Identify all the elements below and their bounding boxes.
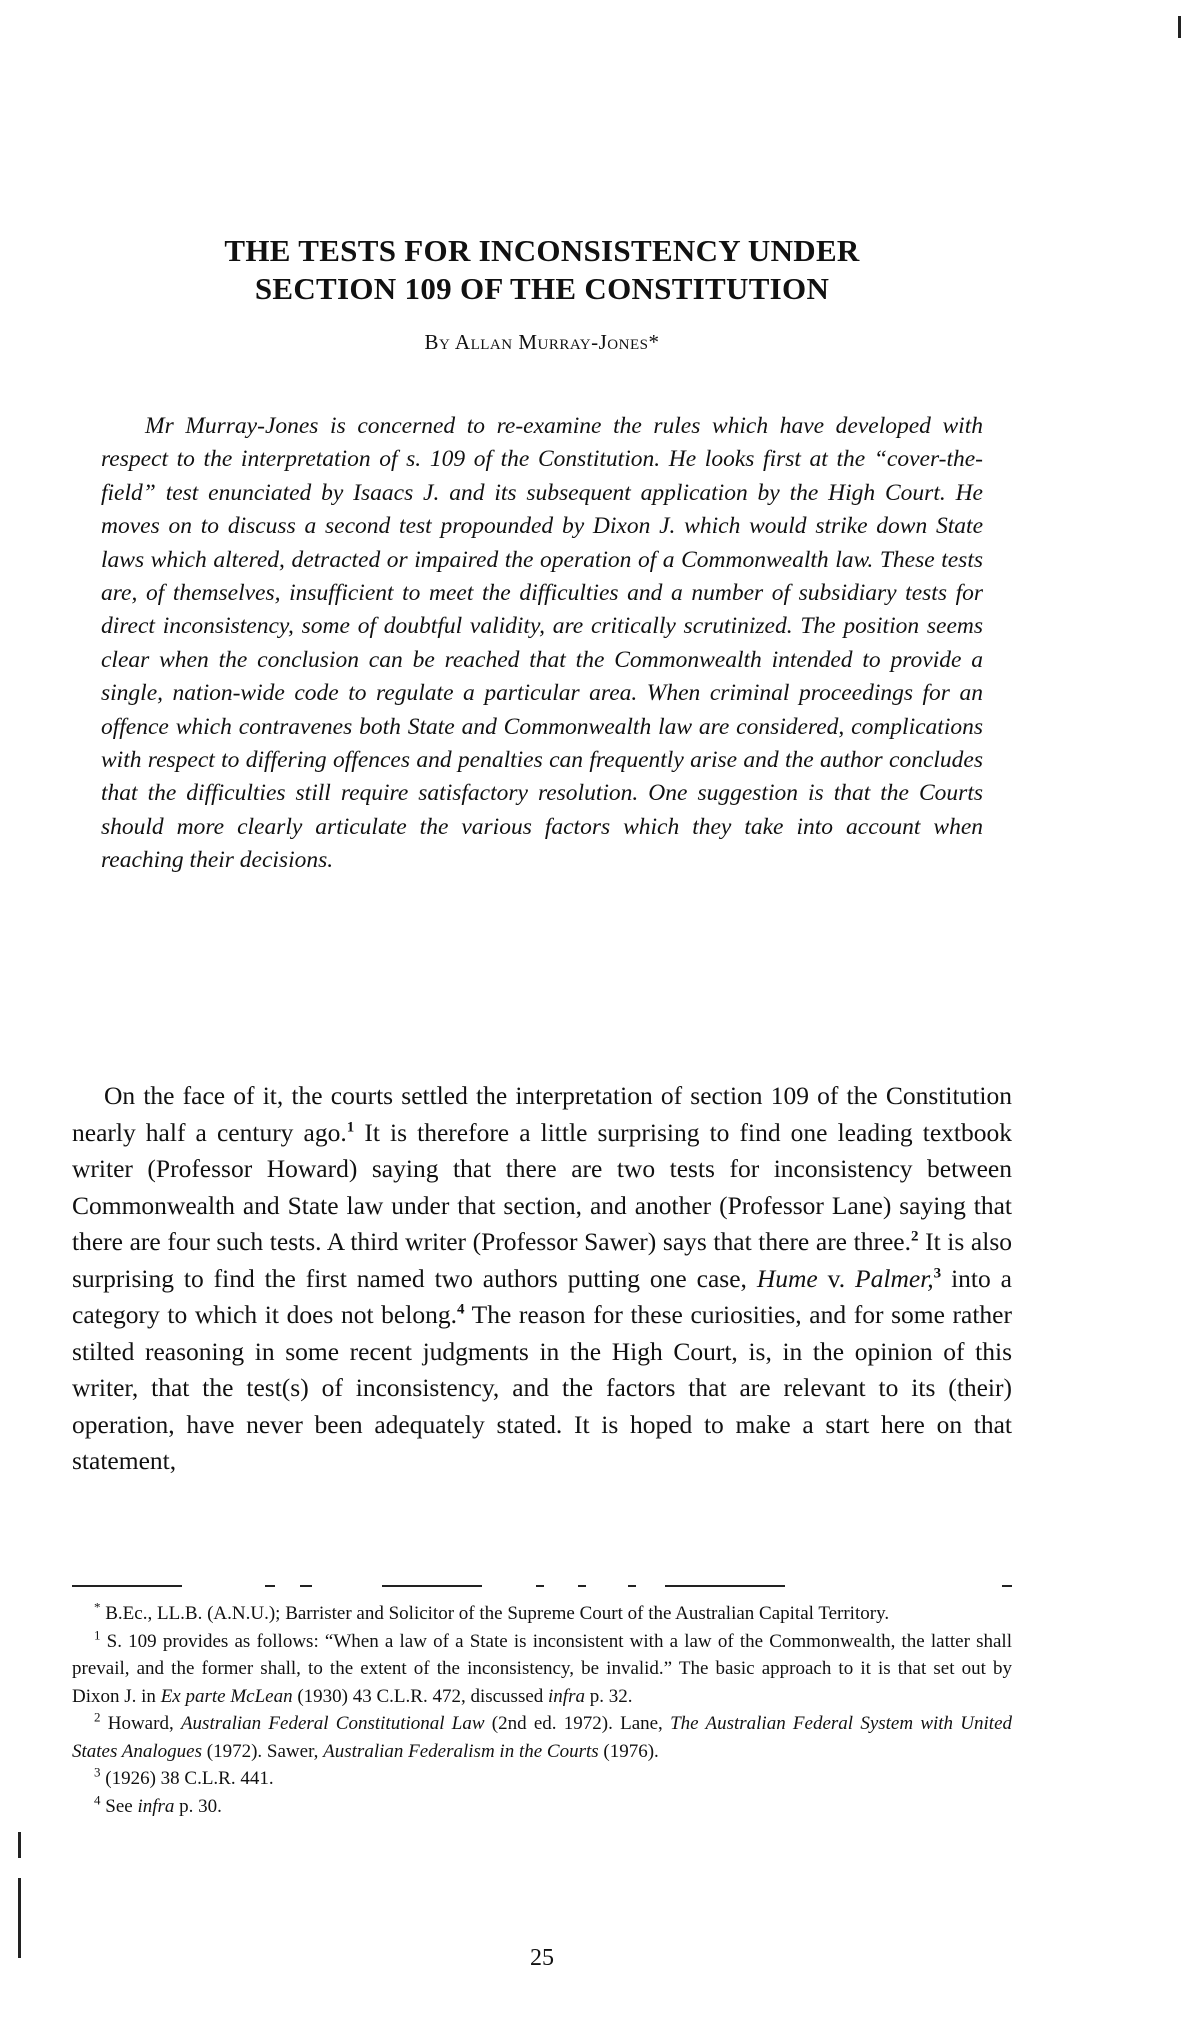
footnote-reference[interactable]: 3 (933, 1265, 942, 1281)
footnote-text: (1930) 43 C.L.R. 472, discussed (292, 1685, 549, 1707)
footnote-author (72, 1600, 1012, 1628)
footnote-marker: 1 (94, 1627, 101, 1643)
footnote-separator (578, 1585, 586, 1587)
footnote-text: (1926) 38 C.L.R. 441. (100, 1768, 274, 1789)
footnote-marker: 3 (94, 1764, 101, 1780)
footnote-case-name: Ex parte McLean (160, 1685, 293, 1707)
footnote-separator (536, 1585, 544, 1587)
body-text-part: into a category to which it does not belong. (72, 1263, 1012, 1329)
footnote-marker: * (94, 1599, 101, 1615)
footnote-3 (72, 1765, 1012, 1793)
footnote-marker: 4 (94, 1792, 101, 1808)
footnotes (72, 1600, 1012, 1820)
footnote-2 (72, 1710, 1012, 1765)
footnote-separator (265, 1585, 275, 1587)
footnote-reference[interactable]: 2 (910, 1228, 919, 1245)
body-paragraph (72, 1078, 1012, 1480)
footnote-marker: 2 (94, 1709, 101, 1725)
body-text-part: It is therefore a little surprising to find one leading textbook writer (Professor Howard) saying that there are two tests for inconsistency between Commonwealth and State law under that section, and another (Professor Lane) saying that there are four such tests. A third writer (Professor Sawer) says that there are three. (72, 1117, 1012, 1256)
footnote-separator (665, 1585, 785, 1587)
footnote-separator (72, 1585, 182, 1587)
body-text-part: On the face of it, the courts settled the interpretation of section 109 of the Constitution nearly half a century ago. (72, 1081, 1012, 1147)
footnote-reference[interactable]: 1 (346, 1119, 355, 1135)
footnote-italic: infra (548, 1685, 585, 1707)
footnote-separator (300, 1585, 312, 1587)
footnote-book-title: The Australian Federal System with United States Analogues (72, 1713, 1013, 1762)
page-number: 25 (530, 1945, 554, 1971)
body-text-part: It is also surprising to find the first named two authors putting one case, (72, 1227, 1012, 1293)
footnote-separator (382, 1585, 482, 1587)
footnote-book-title: Australian Federalism in the Courts (323, 1740, 599, 1762)
footnote-book-title: Australian Federal Constitutional Law (180, 1713, 485, 1734)
scan-edge-mark (18, 1878, 21, 1958)
footnote-1 (72, 1628, 1012, 1711)
footnote-text: See (100, 1795, 138, 1817)
body-text-part: The reason for these curiosities, and for some rather stilted reasoning in some recent judgments in the High Court, is, in the opinion of this writer, that the test(s) of inconsistency, and the factors that are relevant to its (their) operation, have never been adequately stated. It is hoped to make a start here on that statement, (72, 1300, 1012, 1475)
footnote-text: B.Ec., LL.B. (A.N.U.); Barrister and Solicitor of the Supreme Court of the Australian Capital Territory. (100, 1603, 890, 1624)
footnote-text: S. 109 provides as follows: “When a law of a State is inconsistent with a law of the Commonwealth, the latter shall prevail, and the former shall, to the extent of the inconsistency, be invalid.” The basic approach to it is that set out by Dixon J. in (72, 1630, 1012, 1707)
footnote-text: p. 30. (174, 1795, 222, 1817)
footnote-text: Howard, (100, 1713, 181, 1734)
footnote-text: (2nd ed. 1972). Lane, (484, 1713, 671, 1734)
footnote-italic: infra (137, 1795, 175, 1817)
scan-edge-mark (1178, 16, 1181, 38)
footnote-text: (1972). Sawer, (202, 1740, 324, 1762)
case-name: Palmer, (855, 1263, 934, 1293)
footnote-separator (628, 1585, 636, 1587)
article-title-line-1: THE TESTS FOR INCONSISTENCY UNDER (224, 233, 860, 268)
author-byline: By Allan Murray-Jones* (424, 330, 660, 354)
footnote-text: (1976). (598, 1740, 659, 1762)
footnote-text: p. 32. (584, 1685, 633, 1707)
case-versus: v. (817, 1263, 856, 1293)
case-name: Hume (756, 1263, 818, 1293)
footnote-separator (1002, 1585, 1012, 1587)
footnote-4 (72, 1793, 1012, 1821)
footnote-reference[interactable]: 4 (456, 1301, 465, 1318)
scan-edge-mark (18, 1832, 21, 1858)
article-title-line-2: SECTION 109 OF THE CONSTITUTION (254, 271, 830, 306)
article-title (72, 232, 1012, 308)
article-abstract: Mr Murray-Jones is concerned to re-examine the rules which have developed with respect to the interpretation of s. 109 of the Constitution. He looks first at the “cover-the-field” test enunciated by Isaacs J. and its subsequent application by the High Court. He moves on to discuss a second test propounded by Dixon J. which would strike down State laws which altered, detracted or impaired the operation of a Commonwealth law. These tests are, of themselves, insufficient to meet the difficulties and a number of subsidiary tests for direct inconsistency, some of doubtful validity, are critically scrutinized. The position seems clear when the conclusion can be reached that the Commonwealth intended to provide a single, nation-wide code to regulate a particular area. When criminal proceedings for an offence which contravenes both State and Commonwealth law are considered, complications with respect to differing offences and penalties can frequently arise and the author concludes that the difficulties still require satisfactory resolution. One suggestion is that the Courts should more clearly articulate the various factors which they take into account when reaching their decisions. (101, 413, 983, 874)
